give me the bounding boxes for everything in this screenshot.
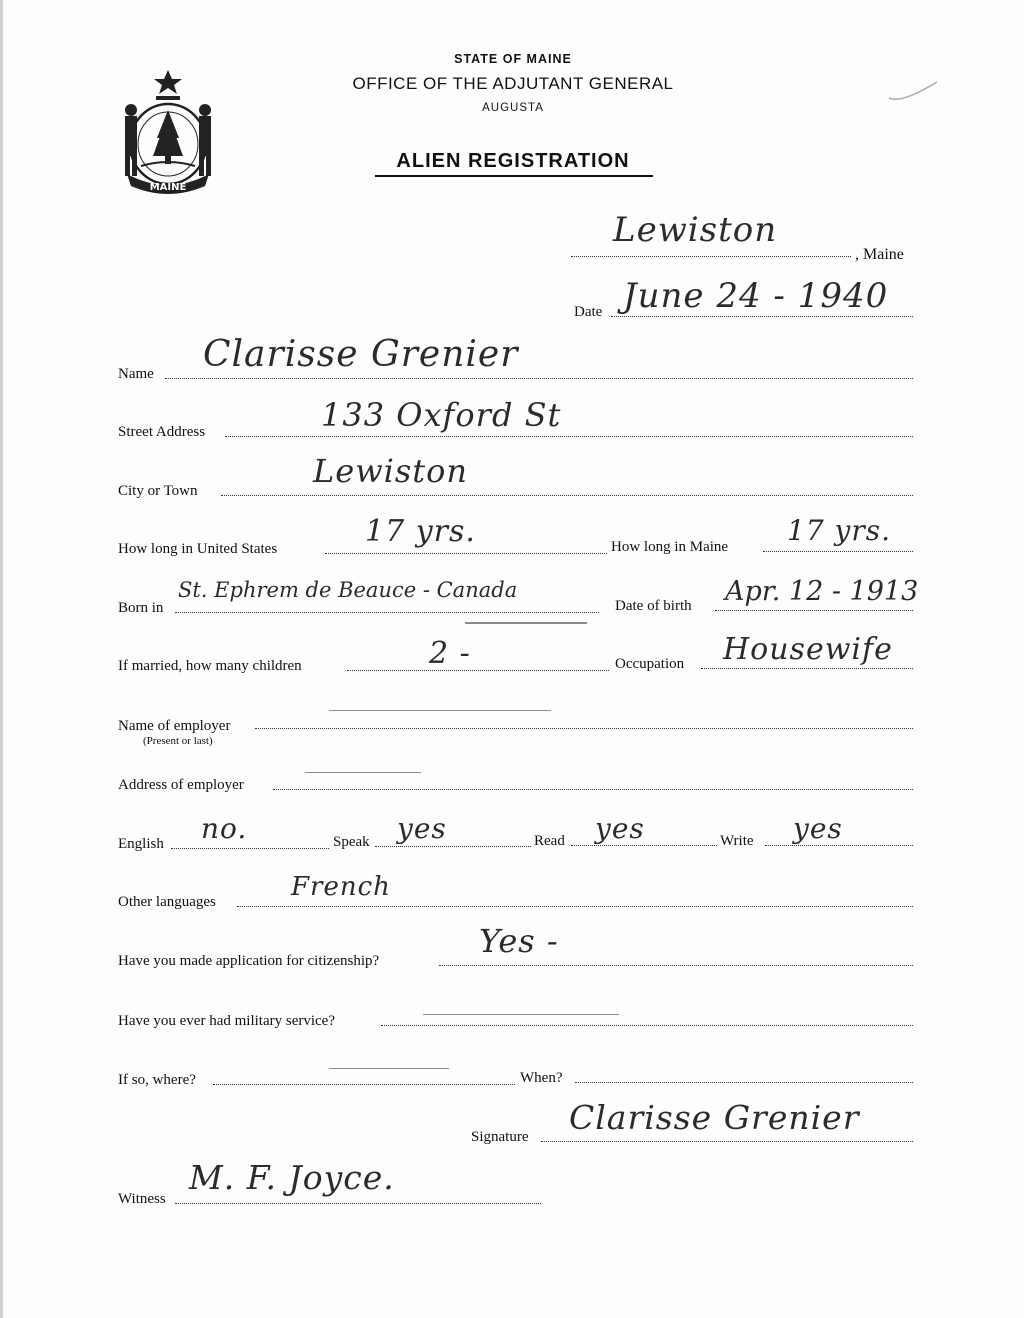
how-long-us-value: 17 yrs. bbox=[365, 514, 476, 549]
other-languages-label: Other languages bbox=[118, 894, 216, 910]
if-so-where-dash bbox=[329, 1068, 449, 1069]
military-label: Have you ever had military service? bbox=[118, 1013, 335, 1029]
employer-address-dash bbox=[305, 772, 421, 773]
read-value: yes bbox=[595, 812, 645, 845]
how-long-maine-label: How long in Maine bbox=[611, 539, 729, 555]
maine-suffix-label: , Maine bbox=[855, 246, 904, 263]
speak-line bbox=[375, 846, 531, 847]
employer-name-label: Name of employer bbox=[118, 718, 231, 734]
form-title: ALIEN REGISTRATION bbox=[396, 150, 630, 172]
date-value: June 24 - 1940 bbox=[623, 276, 889, 316]
write-label: Write bbox=[720, 833, 754, 849]
name-line bbox=[165, 378, 913, 379]
city-or-town-value: Lewiston bbox=[313, 452, 468, 490]
witness-line bbox=[175, 1203, 541, 1204]
witness-value: M. F. Joyce. bbox=[189, 1158, 395, 1197]
check-mark-icon bbox=[883, 78, 943, 108]
born-in-line bbox=[175, 612, 599, 613]
date-label: Date bbox=[574, 304, 603, 320]
how-long-maine-line bbox=[763, 551, 913, 552]
children-line bbox=[347, 670, 609, 671]
city-heading: AUGUSTA bbox=[482, 102, 544, 114]
english-line bbox=[171, 848, 329, 849]
citizenship-line bbox=[439, 965, 913, 966]
name-value: Clarisse Grenier bbox=[203, 334, 519, 375]
military-line bbox=[381, 1025, 913, 1026]
employer-address-label: Address of employer bbox=[118, 777, 244, 793]
date-line bbox=[611, 316, 913, 317]
street-address-line bbox=[225, 436, 913, 437]
town-value: Lewiston bbox=[613, 210, 778, 250]
street-address-label: Street Address bbox=[118, 424, 206, 440]
read-line bbox=[571, 845, 717, 846]
maine-state-seal-icon bbox=[113, 66, 223, 194]
other-languages-line bbox=[237, 906, 913, 907]
read-label: Read bbox=[534, 833, 565, 849]
employer-name-dash bbox=[329, 710, 551, 711]
signature-label: Signature bbox=[471, 1129, 529, 1145]
witness-label: Witness bbox=[118, 1191, 166, 1207]
seal-scroll-text: MAINE bbox=[149, 182, 187, 193]
citizenship-label: Have you made application for citizenship? bbox=[118, 953, 380, 969]
occupation-line bbox=[701, 668, 913, 669]
when-line bbox=[575, 1082, 913, 1083]
employer-name-line bbox=[255, 728, 913, 729]
occupation-value: Housewife bbox=[723, 632, 893, 667]
employer-address-line bbox=[273, 789, 913, 790]
town-line bbox=[571, 256, 851, 257]
how-long-us-line bbox=[325, 553, 607, 554]
city-or-town-label: City or Town bbox=[118, 483, 198, 499]
when-label: When? bbox=[520, 1070, 563, 1086]
city-or-town-line bbox=[221, 495, 913, 496]
employer-name-note: (Present or last) bbox=[143, 735, 213, 747]
occupation-label: Occupation bbox=[615, 656, 685, 672]
how-long-maine-value: 17 yrs. bbox=[787, 514, 892, 547]
write-line bbox=[765, 845, 913, 846]
military-dash bbox=[423, 1014, 619, 1015]
state-heading: STATE OF MAINE bbox=[454, 52, 572, 66]
write-value: yes bbox=[793, 812, 843, 845]
speak-value: yes bbox=[397, 812, 447, 845]
children-label: If married, how many children bbox=[118, 658, 302, 674]
english-value: no. bbox=[201, 812, 248, 845]
english-label: English bbox=[118, 836, 164, 852]
children-value: 2 - bbox=[429, 636, 471, 671]
street-address-value: 133 Oxford St bbox=[321, 396, 562, 434]
office-heading: OFFICE OF THE ADJUTANT GENERAL bbox=[352, 74, 674, 93]
if-so-where-line bbox=[213, 1084, 515, 1085]
speak-label: Speak bbox=[333, 834, 370, 850]
born-in-value: St. Ephrem de Beauce - Canada bbox=[178, 578, 518, 602]
name-label: Name bbox=[118, 366, 154, 382]
signature-line bbox=[541, 1141, 913, 1142]
date-of-birth-value: Apr. 12 - 1913 bbox=[725, 576, 919, 607]
born-in-pencil-underline bbox=[465, 622, 587, 624]
title-underline bbox=[375, 175, 653, 177]
date-of-birth-line bbox=[715, 610, 913, 611]
date-of-birth-label: Date of birth bbox=[615, 598, 692, 614]
citizenship-value: Yes - bbox=[479, 922, 559, 960]
signature-value: Clarisse Grenier bbox=[569, 1098, 860, 1137]
born-in-label: Born in bbox=[118, 600, 164, 616]
other-languages-value: French bbox=[291, 872, 391, 902]
how-long-us-label: How long in United States bbox=[118, 541, 278, 557]
if-so-where-label: If so, where? bbox=[118, 1072, 196, 1088]
